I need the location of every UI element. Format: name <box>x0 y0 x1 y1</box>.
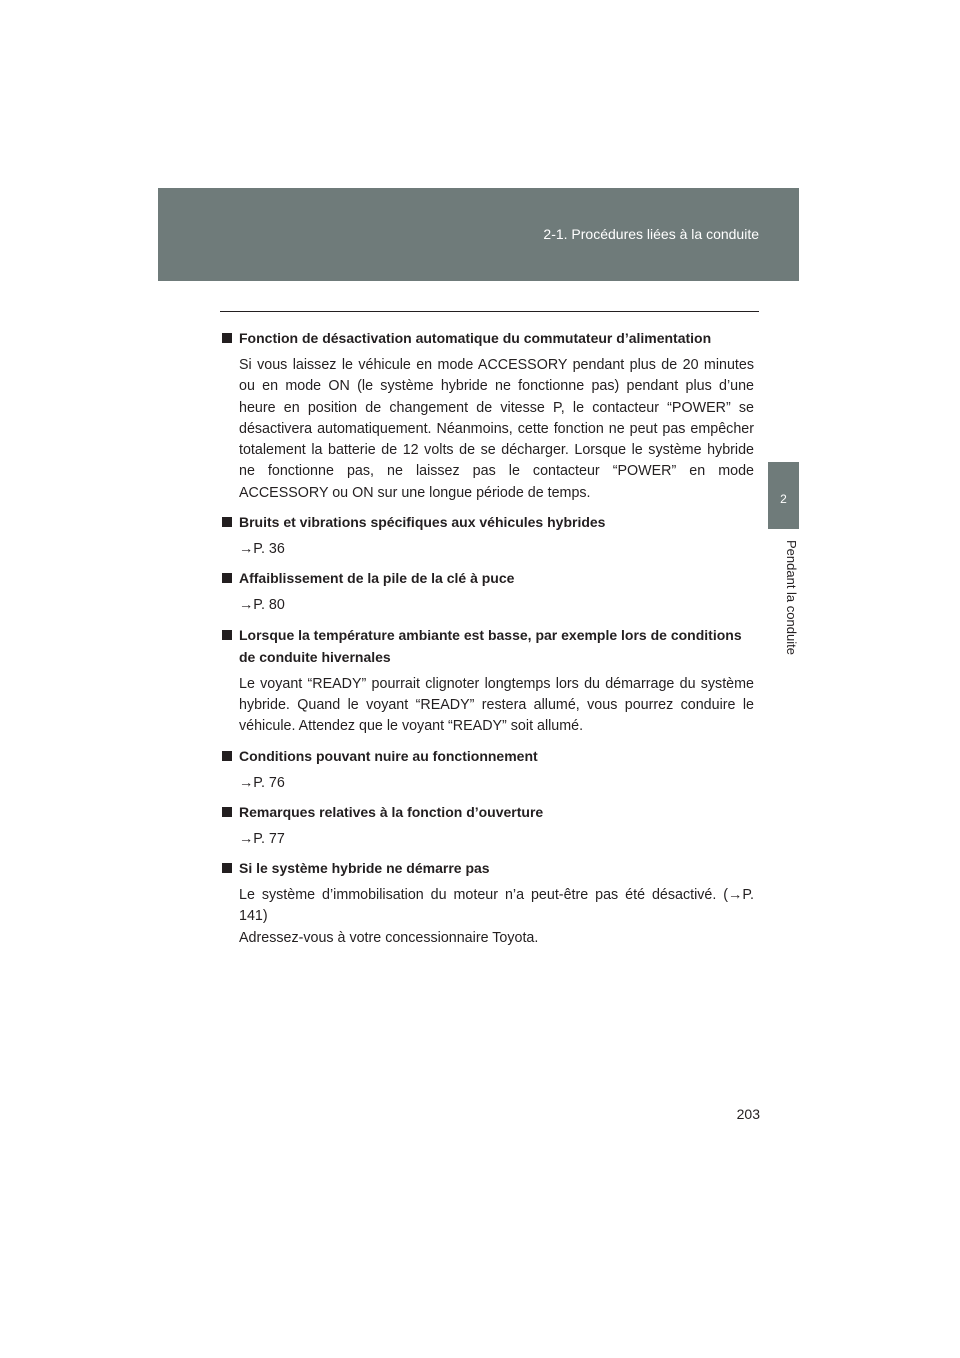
page-number: 203 <box>736 1106 760 1122</box>
section-title: Fonction de désactivation automatique du commutateur d’alimentation <box>222 327 754 349</box>
square-bullet-icon <box>222 333 232 343</box>
section-title: Conditions pouvant nuire au fonctionnement <box>222 745 754 767</box>
page-reference: →P. 77 <box>239 830 285 847</box>
square-bullet-icon <box>222 807 232 817</box>
page-reference: →P. 80 <box>239 597 285 614</box>
chapter-tab <box>768 462 799 529</box>
chapter-number: 2 <box>780 492 787 506</box>
section-low-temperature <box>222 624 754 738</box>
section-title: Affaiblissement de la pile de la clé à puce <box>222 567 754 589</box>
section-key-battery <box>222 567 754 616</box>
section-title: Lorsque la température ambiante est basse, par exemple lors de conditions de conduite hivernales <box>222 624 754 668</box>
section-opening-function <box>222 801 754 850</box>
top-divider <box>220 311 759 312</box>
square-bullet-icon <box>222 517 232 527</box>
section-title: Si le système hybride ne démarre pas <box>222 857 754 879</box>
page-reference: →P. 36 <box>239 541 285 558</box>
section-hybrid-noises <box>222 511 754 560</box>
section-body: Le voyant “READY” pourrait clignoter longtemps lors du démarrage du système hybride. Quand le voyant “READY” restera allumé, vous pourrez conduire le véhicule. Attendez que le voyant “READY” soit allumé. <box>239 675 754 735</box>
square-bullet-icon <box>222 630 232 640</box>
page-content <box>222 327 754 956</box>
section-title: Remarques relatives à la fonction d’ouverture <box>222 801 754 823</box>
page-reference: →P. 76 <box>239 774 285 791</box>
chapter-label: Pendant la conduite <box>784 540 799 655</box>
section-title: Bruits et vibrations spécifiques aux véhicules hybrides <box>222 511 754 533</box>
chapter-section-title: 2-1. Procédures liées à la conduite <box>543 226 759 242</box>
section-operating-conditions <box>222 745 754 794</box>
section-auto-power-off <box>222 327 754 504</box>
header-band <box>158 188 799 281</box>
square-bullet-icon <box>222 573 232 583</box>
square-bullet-icon <box>222 751 232 761</box>
section-body: Si vous laissez le véhicule en mode ACCESSORY pendant plus de 20 minutes ou en mode ON (le système hybride ne fonctionne pas) pendant plus d’une heure en position de changement de vitesse P, le contacteur “POWER” se désactivera automatiquement. Néanmoins, cette fonction ne peut pas empêcher totalement la batterie de 12 volts de se décharger. Lorsque le système hybride ne fonctionne pas, ne laissez pas le contacteur “POWER” en mode ACCESSORY ou ON sur une longue période de temps. <box>239 357 754 501</box>
section-no-start <box>222 857 754 949</box>
section-body: Le système d’immobilisation du moteur n’a peut-être pas été désactivé. (→P. 141) Adressez-vous à votre concessionnaire Toyota. <box>239 887 754 946</box>
square-bullet-icon <box>222 863 232 873</box>
